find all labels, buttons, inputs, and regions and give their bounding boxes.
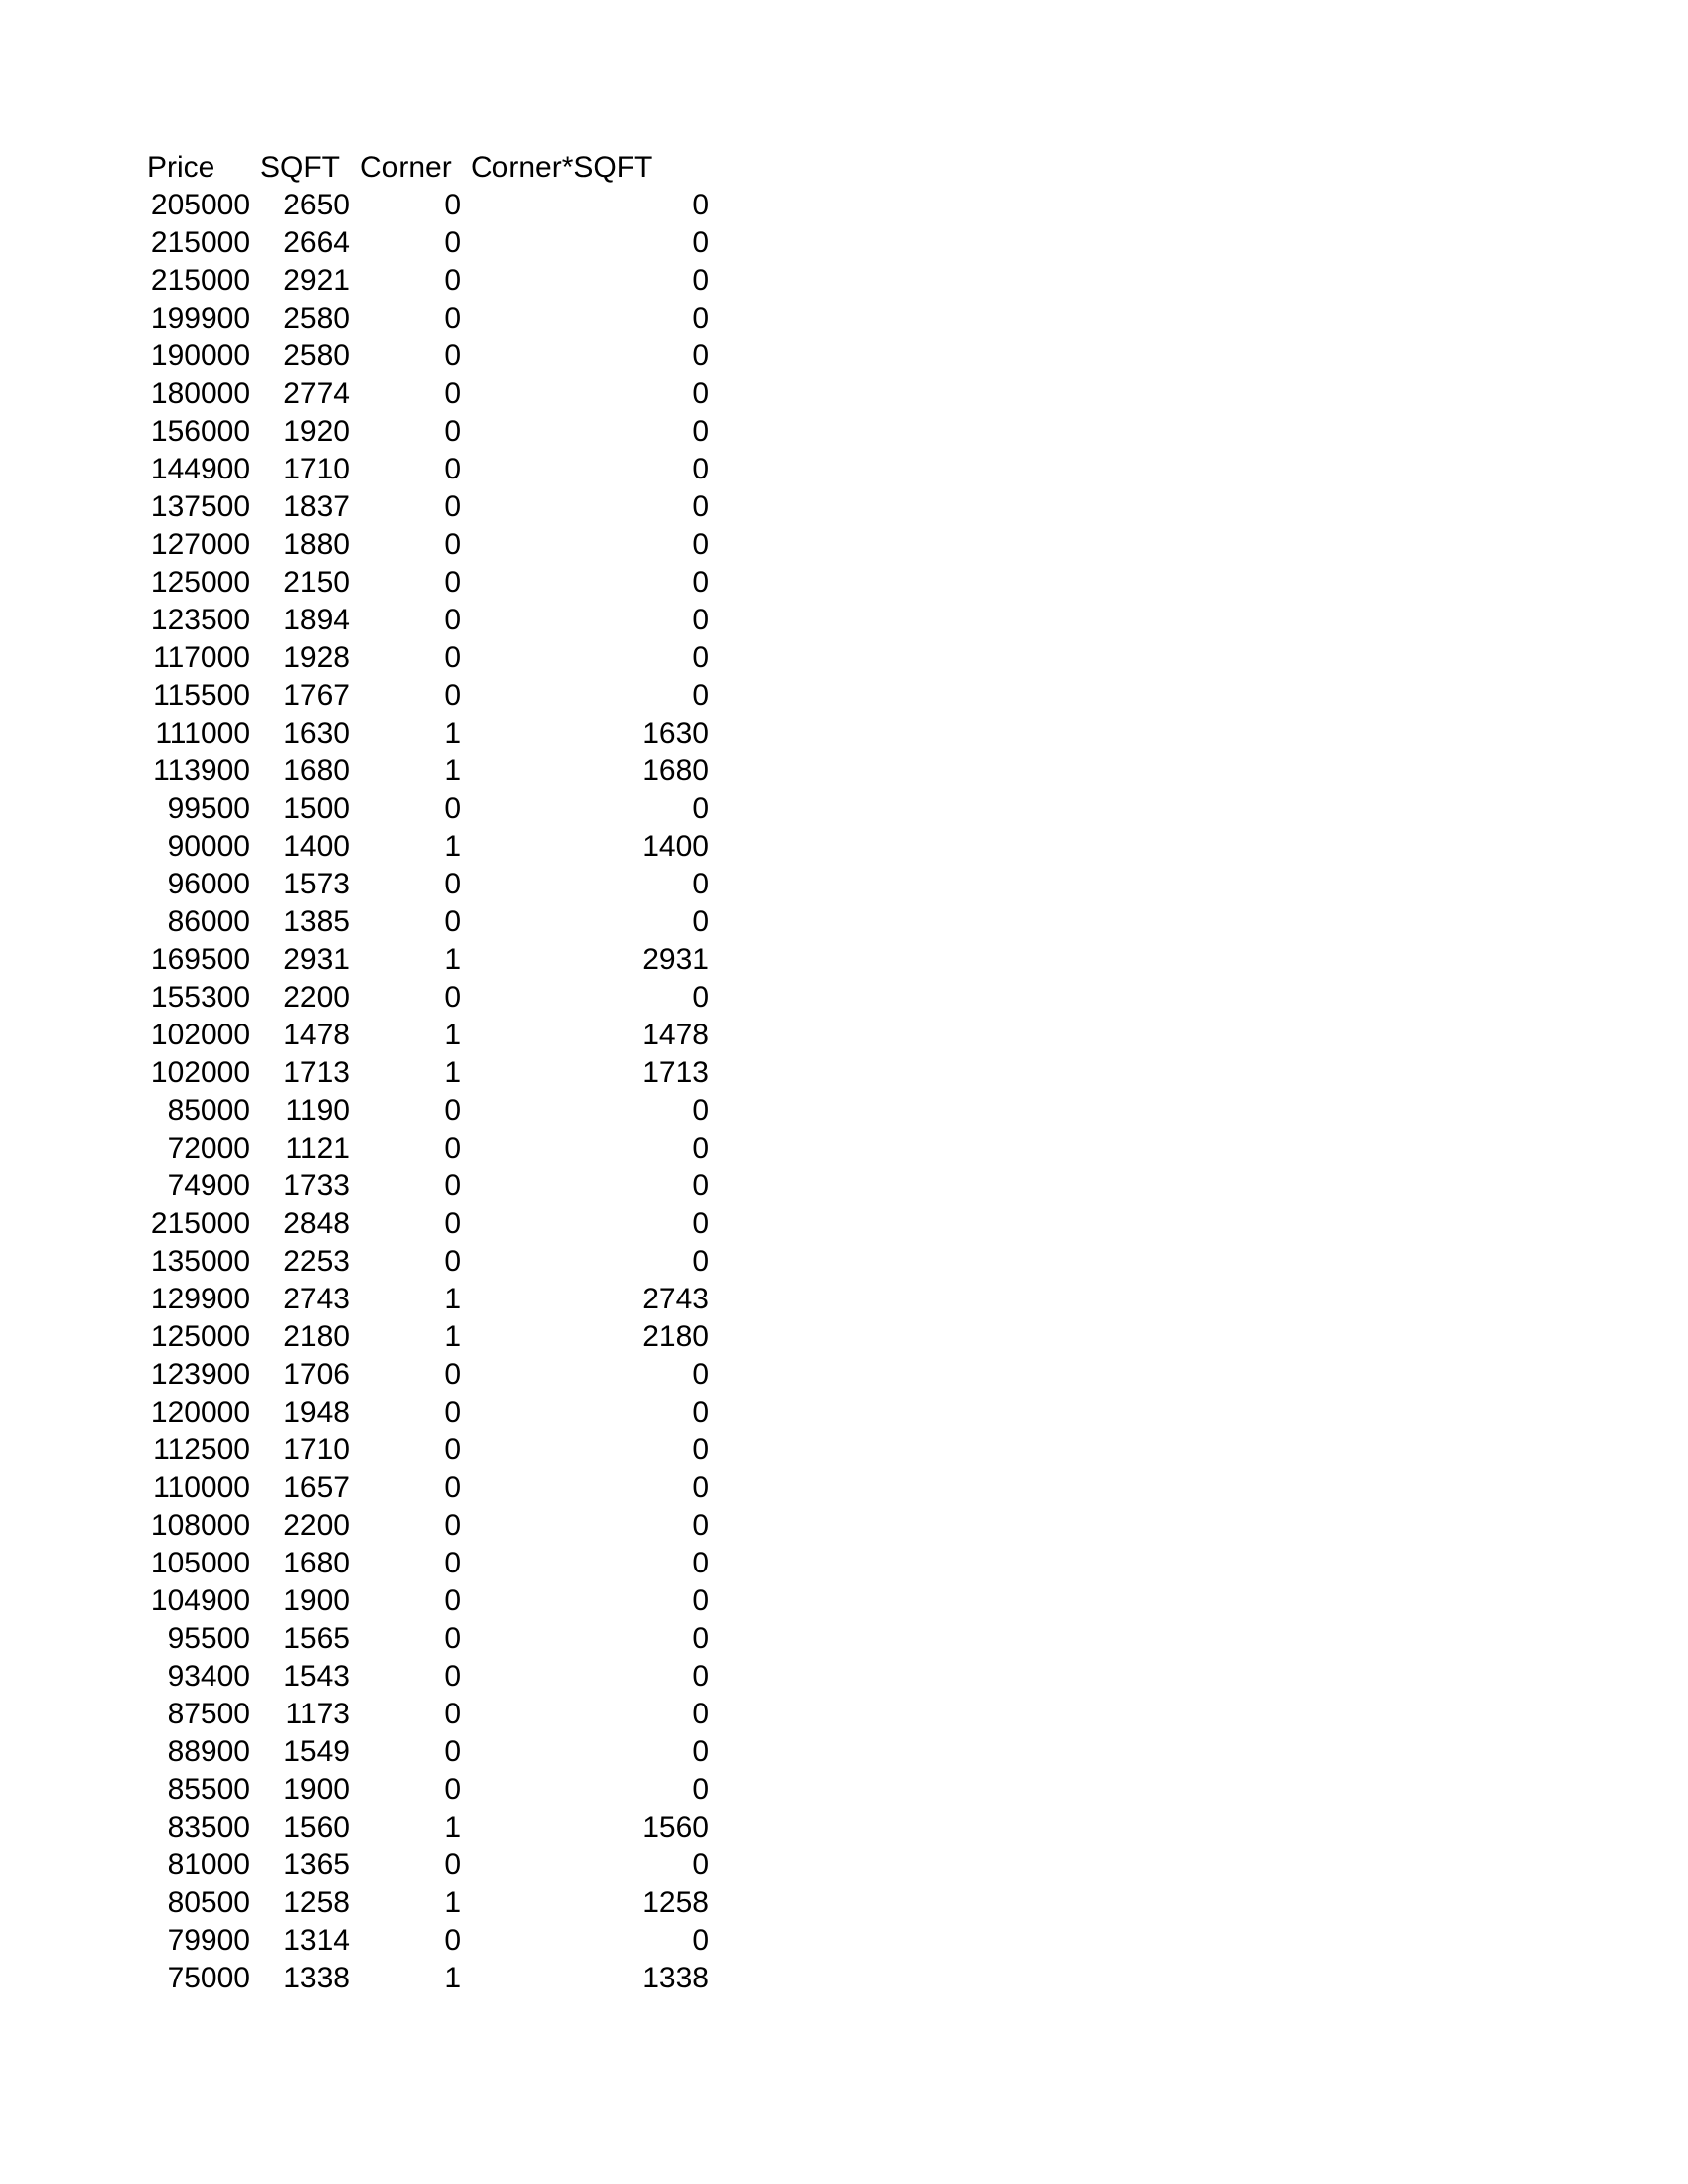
cell-price: 123900 <box>150 1358 250 1391</box>
cell-corner: 0 <box>444 1698 461 1730</box>
cell-price: 81000 <box>167 1848 250 1881</box>
cell-corner: 0 <box>444 679 461 712</box>
cell-price: 112500 <box>153 1433 250 1466</box>
cell-sqft: 2200 <box>283 1509 350 1542</box>
cell-corner-sqft: 1630 <box>642 717 709 750</box>
cell-sqft: 2580 <box>283 340 350 372</box>
cell-corner: 0 <box>444 302 461 335</box>
cell-corner: 1 <box>444 1019 461 1051</box>
cell-corner-sqft: 0 <box>692 981 709 1014</box>
cell-corner-sqft: 0 <box>692 528 709 561</box>
cell-price: 75000 <box>167 1962 250 1994</box>
cell-corner: 1 <box>444 1962 461 1994</box>
cell-corner-sqft: 2931 <box>642 943 709 976</box>
cell-sqft: 1894 <box>283 604 350 636</box>
cell-sqft: 1680 <box>283 1547 350 1579</box>
cell-corner: 1 <box>444 754 461 787</box>
cell-price: 115500 <box>153 679 250 712</box>
cell-corner-sqft: 0 <box>692 1094 709 1127</box>
cell-corner-sqft: 0 <box>692 1509 709 1542</box>
cell-corner: 0 <box>444 1584 461 1617</box>
cell-corner-sqft: 0 <box>692 1924 709 1957</box>
cell-sqft: 1365 <box>283 1848 350 1881</box>
cell-price: 96000 <box>167 868 250 900</box>
cell-corner-sqft: 0 <box>692 868 709 900</box>
cell-corner: 0 <box>444 641 461 674</box>
cell-corner: 0 <box>444 226 461 259</box>
header-corner-sqft: Corner*SQFT <box>471 151 653 184</box>
cell-price: 190000 <box>150 340 250 372</box>
cell-corner: 0 <box>444 566 461 599</box>
cell-corner: 0 <box>444 1773 461 1806</box>
cell-price: 129900 <box>150 1283 250 1315</box>
cell-price: 169500 <box>150 943 250 976</box>
cell-corner-sqft: 2743 <box>642 1283 709 1315</box>
cell-price: 108000 <box>150 1509 250 1542</box>
cell-corner-sqft: 0 <box>692 490 709 523</box>
cell-corner-sqft: 0 <box>692 1660 709 1693</box>
cell-corner: 0 <box>444 1207 461 1240</box>
cell-sqft: 1560 <box>283 1811 350 1843</box>
cell-sqft: 1500 <box>283 792 350 825</box>
cell-corner-sqft: 0 <box>692 189 709 221</box>
cell-sqft: 2921 <box>283 264 350 297</box>
cell-sqft: 1767 <box>283 679 350 712</box>
cell-corner-sqft: 0 <box>692 415 709 448</box>
cell-corner: 0 <box>444 1547 461 1579</box>
cell-sqft: 2200 <box>283 981 350 1014</box>
cell-corner-sqft: 0 <box>692 302 709 335</box>
cell-corner: 1 <box>444 1886 461 1919</box>
cell-corner: 0 <box>444 1848 461 1881</box>
cell-price: 117000 <box>153 641 250 674</box>
header-corner: Corner <box>360 151 452 184</box>
cell-price: 199900 <box>150 302 250 335</box>
cell-price: 85500 <box>167 1773 250 1806</box>
cell-price: 135000 <box>150 1245 250 1278</box>
cell-price: 156000 <box>150 415 250 448</box>
cell-sqft: 1948 <box>283 1396 350 1429</box>
cell-corner: 1 <box>444 717 461 750</box>
cell-corner-sqft: 1478 <box>642 1019 709 1051</box>
cell-sqft: 2150 <box>283 566 350 599</box>
cell-sqft: 1478 <box>283 1019 350 1051</box>
cell-corner: 0 <box>444 1094 461 1127</box>
cell-corner-sqft: 0 <box>692 641 709 674</box>
cell-sqft: 1657 <box>283 1471 350 1504</box>
cell-corner-sqft: 1560 <box>642 1811 709 1843</box>
cell-sqft: 2743 <box>283 1283 350 1315</box>
cell-corner: 0 <box>444 1509 461 1542</box>
cell-corner: 0 <box>444 792 461 825</box>
cell-corner-sqft: 0 <box>692 264 709 297</box>
cell-price: 79900 <box>167 1924 250 1957</box>
cell-price: 87500 <box>167 1698 250 1730</box>
cell-sqft: 1630 <box>283 717 350 750</box>
cell-price: 155300 <box>150 981 250 1014</box>
cell-sqft: 2580 <box>283 302 350 335</box>
cell-corner: 0 <box>444 1924 461 1957</box>
cell-price: 95500 <box>167 1622 250 1655</box>
cell-sqft: 2180 <box>283 1320 350 1353</box>
cell-sqft: 1173 <box>285 1698 350 1730</box>
cell-sqft: 1920 <box>283 415 350 448</box>
cell-sqft: 1880 <box>283 528 350 561</box>
cell-sqft: 1543 <box>283 1660 350 1693</box>
cell-price: 120000 <box>150 1396 250 1429</box>
cell-sqft: 1314 <box>283 1924 350 1957</box>
cell-corner-sqft: 0 <box>692 1245 709 1278</box>
cell-sqft: 1680 <box>283 754 350 787</box>
cell-price: 113900 <box>153 754 250 787</box>
cell-corner-sqft: 1713 <box>642 1056 709 1089</box>
cell-corner-sqft: 0 <box>692 226 709 259</box>
cell-sqft: 1400 <box>283 830 350 863</box>
cell-price: 125000 <box>150 1320 250 1353</box>
cell-sqft: 1549 <box>283 1735 350 1768</box>
cell-corner: 0 <box>444 264 461 297</box>
cell-corner: 0 <box>444 377 461 410</box>
cell-sqft: 1928 <box>283 641 350 674</box>
cell-corner: 1 <box>444 1811 461 1843</box>
cell-price: 88900 <box>167 1735 250 1768</box>
cell-price: 90000 <box>167 830 250 863</box>
cell-corner-sqft: 2180 <box>642 1320 709 1353</box>
cell-price: 102000 <box>150 1056 250 1089</box>
cell-corner: 0 <box>444 905 461 938</box>
cell-price: 111000 <box>155 717 250 750</box>
cell-price: 125000 <box>150 566 250 599</box>
cell-corner: 0 <box>444 490 461 523</box>
cell-corner: 0 <box>444 1169 461 1202</box>
cell-corner: 0 <box>444 1433 461 1466</box>
cell-sqft: 2848 <box>283 1207 350 1240</box>
header-sqft: SQFT <box>260 151 340 184</box>
cell-corner-sqft: 0 <box>692 340 709 372</box>
cell-price: 83500 <box>167 1811 250 1843</box>
cell-sqft: 1706 <box>283 1358 350 1391</box>
cell-corner-sqft: 1258 <box>642 1886 709 1919</box>
cell-corner-sqft: 0 <box>692 1735 709 1768</box>
cell-price: 110000 <box>153 1471 250 1504</box>
cell-price: 74900 <box>167 1169 250 1202</box>
cell-corner: 0 <box>444 981 461 1014</box>
cell-sqft: 1565 <box>283 1622 350 1655</box>
cell-corner-sqft: 0 <box>692 1848 709 1881</box>
cell-sqft: 1385 <box>283 905 350 938</box>
cell-corner: 0 <box>444 1396 461 1429</box>
cell-price: 127000 <box>150 528 250 561</box>
cell-sqft: 1900 <box>283 1773 350 1806</box>
cell-sqft: 1121 <box>285 1132 350 1164</box>
cell-sqft: 1258 <box>283 1886 350 1919</box>
cell-price: 215000 <box>150 1207 250 1240</box>
cell-price: 105000 <box>150 1547 250 1579</box>
cell-price: 123500 <box>150 604 250 636</box>
cell-price: 99500 <box>167 792 250 825</box>
cell-sqft: 2774 <box>283 377 350 410</box>
cell-price: 93400 <box>167 1660 250 1693</box>
cell-price: 85000 <box>167 1094 250 1127</box>
cell-sqft: 1190 <box>285 1094 350 1127</box>
cell-sqft: 1710 <box>283 1433 350 1466</box>
cell-sqft: 1900 <box>283 1584 350 1617</box>
cell-corner: 1 <box>444 1056 461 1089</box>
cell-corner: 0 <box>444 340 461 372</box>
cell-corner-sqft: 0 <box>692 566 709 599</box>
cell-sqft: 1338 <box>283 1962 350 1994</box>
cell-corner: 0 <box>444 868 461 900</box>
cell-corner-sqft: 1680 <box>642 754 709 787</box>
cell-sqft: 1573 <box>283 868 350 900</box>
cell-corner: 0 <box>444 1358 461 1391</box>
cell-corner-sqft: 0 <box>692 1207 709 1240</box>
cell-corner-sqft: 0 <box>692 604 709 636</box>
cell-corner: 0 <box>444 189 461 221</box>
cell-corner: 0 <box>444 528 461 561</box>
cell-corner-sqft: 0 <box>692 905 709 938</box>
cell-sqft: 2931 <box>283 943 350 976</box>
cell-corner-sqft: 0 <box>692 1132 709 1164</box>
cell-corner-sqft: 0 <box>692 792 709 825</box>
cell-sqft: 2650 <box>283 189 350 221</box>
cell-corner: 0 <box>444 604 461 636</box>
cell-corner: 1 <box>444 1283 461 1315</box>
cell-price: 86000 <box>167 905 250 938</box>
cell-price: 102000 <box>150 1019 250 1051</box>
cell-price: 137500 <box>150 490 250 523</box>
cell-corner: 0 <box>444 453 461 485</box>
cell-price: 104900 <box>150 1584 250 1617</box>
cell-corner-sqft: 0 <box>692 1698 709 1730</box>
cell-corner-sqft: 0 <box>692 1396 709 1429</box>
cell-corner: 1 <box>444 1320 461 1353</box>
cell-corner: 0 <box>444 1660 461 1693</box>
cell-corner-sqft: 0 <box>692 1622 709 1655</box>
cell-price: 144900 <box>150 453 250 485</box>
header-price: Price <box>147 151 215 184</box>
cell-corner-sqft: 0 <box>692 1547 709 1579</box>
cell-corner-sqft: 0 <box>692 1358 709 1391</box>
cell-corner-sqft: 0 <box>692 1433 709 1466</box>
cell-corner: 0 <box>444 1735 461 1768</box>
cell-corner: 0 <box>444 1622 461 1655</box>
cell-corner-sqft: 0 <box>692 377 709 410</box>
cell-corner-sqft: 0 <box>692 1773 709 1806</box>
cell-corner-sqft: 1338 <box>642 1962 709 1994</box>
cell-sqft: 1733 <box>283 1169 350 1202</box>
cell-sqft: 2664 <box>283 226 350 259</box>
cell-corner: 1 <box>444 943 461 976</box>
cell-sqft: 1837 <box>283 490 350 523</box>
cell-corner: 0 <box>444 415 461 448</box>
cell-price: 215000 <box>150 226 250 259</box>
cell-price: 215000 <box>150 264 250 297</box>
cell-sqft: 2253 <box>283 1245 350 1278</box>
cell-corner: 0 <box>444 1132 461 1164</box>
cell-price: 80500 <box>167 1886 250 1919</box>
cell-price: 72000 <box>167 1132 250 1164</box>
cell-corner-sqft: 0 <box>692 453 709 485</box>
cell-corner-sqft: 0 <box>692 1471 709 1504</box>
cell-price: 205000 <box>150 189 250 221</box>
cell-sqft: 1713 <box>283 1056 350 1089</box>
cell-corner-sqft: 0 <box>692 679 709 712</box>
cell-corner: 1 <box>444 830 461 863</box>
cell-sqft: 1710 <box>283 453 350 485</box>
cell-corner-sqft: 0 <box>692 1584 709 1617</box>
cell-price: 180000 <box>150 377 250 410</box>
cell-corner-sqft: 0 <box>692 1169 709 1202</box>
cell-corner: 0 <box>444 1471 461 1504</box>
cell-corner: 0 <box>444 1245 461 1278</box>
cell-corner-sqft: 1400 <box>642 830 709 863</box>
